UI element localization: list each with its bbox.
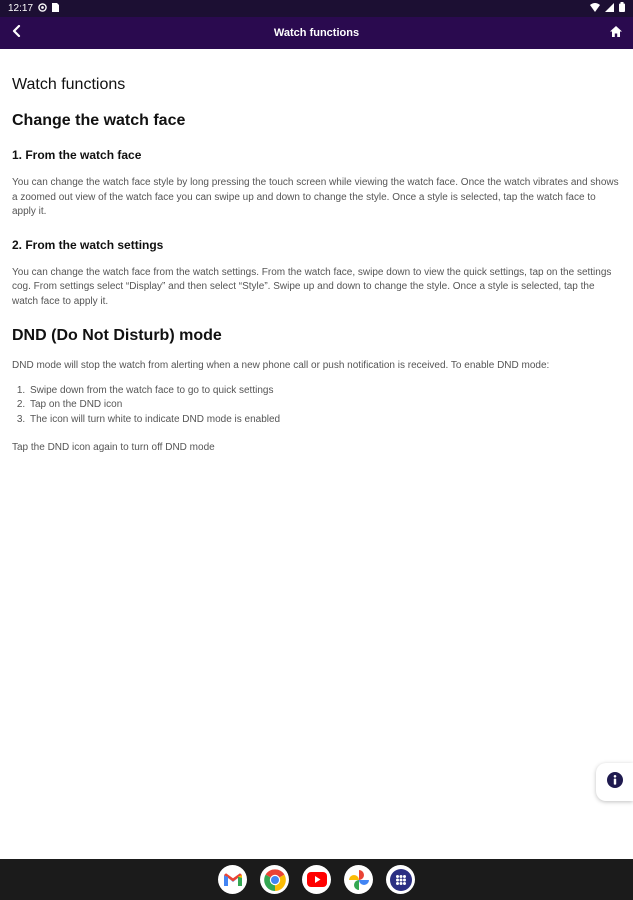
back-button[interactable] bbox=[8, 24, 26, 42]
navigation-dock bbox=[0, 859, 633, 900]
youtube-app-icon[interactable] bbox=[302, 865, 331, 894]
list-item: 1. Swipe down from the watch face to go to quick settings bbox=[28, 384, 620, 399]
page-title: Watch functions bbox=[12, 76, 126, 93]
subsection-title-from-settings: 2. From the watch settings bbox=[12, 237, 164, 252]
info-icon bbox=[607, 772, 623, 793]
settings-icon bbox=[38, 3, 47, 15]
photos-app-icon[interactable] bbox=[344, 865, 373, 894]
app-drawer-button[interactable] bbox=[386, 865, 415, 894]
section-title-watch-face: Change the watch face bbox=[12, 112, 186, 129]
dnd-steps-list bbox=[12, 384, 620, 428]
wifi-icon bbox=[590, 3, 600, 15]
chrome-app-icon[interactable] bbox=[260, 865, 289, 894]
status-bar bbox=[0, 0, 633, 17]
status-time: 12:17 bbox=[8, 3, 34, 14]
gmail-app-icon[interactable] bbox=[218, 865, 247, 894]
paragraph-dnd-outro: Tap the DND icon again to turn off DND mode bbox=[12, 442, 215, 453]
home-button[interactable] bbox=[607, 24, 625, 42]
list-item: 2. Tap on the DND icon bbox=[28, 398, 620, 413]
signal-icon bbox=[605, 3, 614, 15]
subsection-title-from-watch-face: 1. From the watch face bbox=[12, 148, 142, 162]
paragraph-from-settings: You can change the watch face from the watch settings. From the watch face, swipe down to view the quick settings, tap on the settings cog. From settings select “Display” and then select “Style”. Swipe up and down to change the style. Once a style is selected, tap the watch face to apply it. bbox=[12, 266, 612, 307]
paragraph-dnd-intro: DND mode will stop the watch from alerting when a new phone call or push notification is received. To enable DND mode: bbox=[12, 360, 550, 371]
app-bar bbox=[0, 17, 633, 49]
article-content bbox=[12, 49, 620, 456]
app-title: Watch functions bbox=[273, 27, 360, 39]
sim-icon bbox=[52, 3, 59, 15]
battery-icon bbox=[619, 2, 625, 15]
back-arrow-icon bbox=[12, 24, 22, 42]
info-button[interactable] bbox=[596, 763, 633, 801]
section-title-dnd: DND (Do Not Disturb) mode bbox=[12, 327, 222, 344]
paragraph-from-watch-face: You can change the watch face style by long pressing the touch screen while viewing the watch face. Once the watch vibrates and shows a zoomed out view of the watch face you can swipe up and down to change the style. Once a style is selected, tap the watch face to apply it. bbox=[12, 177, 619, 217]
list-item: 3. The icon will turn white to indicate DND mode is enabled bbox=[28, 413, 620, 428]
home-icon bbox=[610, 24, 622, 42]
